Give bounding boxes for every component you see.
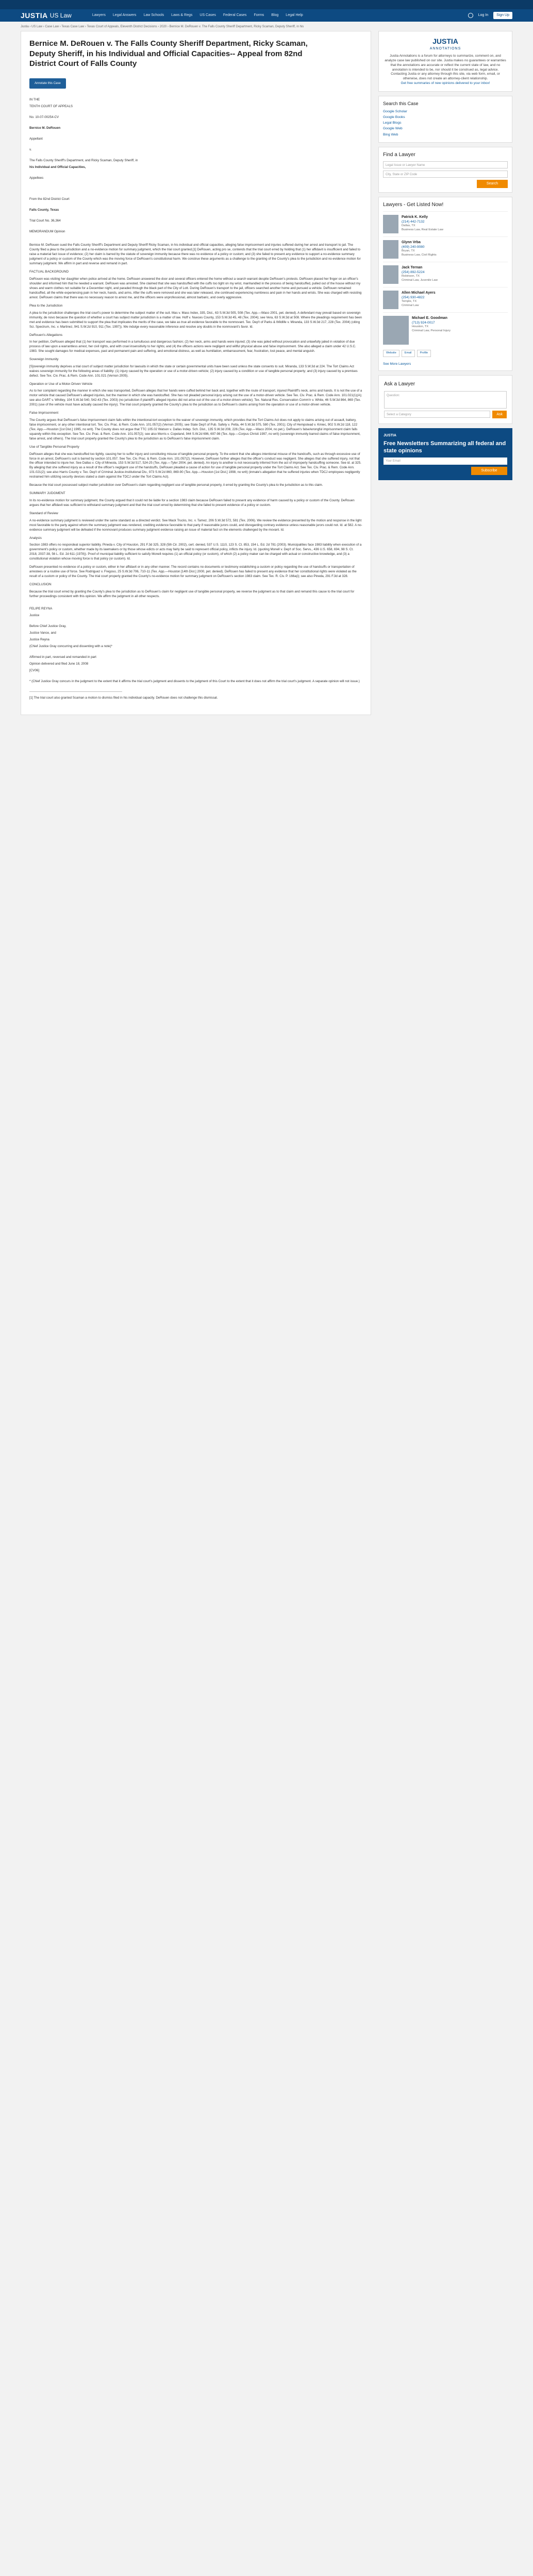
- opinion-line: Trial Court No. 36,364: [29, 218, 61, 223]
- section-heading: FACTUAL BACKGROUND: [29, 270, 69, 274]
- annotate-button[interactable]: Annotate this Case: [29, 78, 66, 89]
- lawyer-phone[interactable]: (409) 240-9080: [402, 245, 425, 249]
- lawyer-practice: Business Law, Civil Rights: [402, 253, 437, 257]
- section-heading: Standard of Review: [29, 512, 58, 516]
- lawyer-card[interactable]: [383, 262, 508, 287]
- panel-line: Justice Reyna: [29, 637, 49, 641]
- opinion-line: MEMORANDUM Opinion: [29, 229, 65, 233]
- opinion-line: Falls County, Texas: [29, 208, 59, 212]
- nav-laws-regs[interactable]: Laws & Regs: [171, 13, 193, 18]
- paragraph: DeRouen was visiting her daughter when police arrived at the home. DeRouen answered the door and several officers entered the home without a search warrant despite DeRouen's protests. DeRouen placed her finger on an officer's shoulder and informed him that he needed a warrant. DeRouen was arrested. She claimed that she was handcuffed with the cuffs too tight on my wrist, manhandled in the process of being handcuffed, pulled out of the house without my shoes and warm clothes not suitable for a December night, and paraded through the black part of the City of Lott. During DeRouen's transport to the jail, officers searched another home and pursued a vehicle. DeRouen remained handcuffed, all the while experiencing pain in her neck, hands, and arms. After the cuffs were removed and she was later released, she continued experiencing numbness and pain in her hands and wrists. She was charged with resisting arrest. DeRouen claims that there was no necessary reason to arrest me, and the officers were unprofessional, almost barbaric, and overly aggressive.: [29, 277, 362, 299]
- legal-issue-input[interactable]: Legal Issue or Lawyer Name: [383, 161, 508, 168]
- paragraph: DeRouen presented no evidence of a policy or custom, either in her affidavit or in any other manner. The record contains no documents or testimony establishing a custom or policy regarding the use of handcuffs or transportation of arrestees or a routine use of force. See Rodriguez v. Fregoso, 25 S.W.3d 706, 710-11 (Tex. App.—Houston [14th Dist.] 2000, pet. denied). DeRouen has failed to present any evidence that her constitutional rights were violated as the result of a custom or policy of the County. The trial court properly granted the County's no-evidence motion for summary judgment on DeRouen's section 1983 claim. See Tex. R. Civ. P. 166a(i); see also Pineda, 291 F.3d at 328.: [29, 565, 357, 579]
- lawyer-practice: Criminal Law, Personal Injury: [412, 329, 451, 333]
- opinion-date: Opinion delivered and filed June 18, 2008: [29, 662, 89, 666]
- footnote-divider: [29, 691, 122, 692]
- paragraph: DeRouen alleges that she was handcuffed too tightly, causing her to suffer injury and constituting misuse of tangible personal property. To the extent that she alleges intentional misuse of the handcuffs, such as through excessive use of force in an arrest, DeRouen's suit is barred by section 101.057. See Tex. Civ. Prac. & Rem. Code Ann. 101.057(2). However, DeRouen further alleges that the officer's conduct was negligent. She alleges that she suffered injury, not that the officer intended to injure her. See Dallas v. City of Mineola, 153 S.W.3d 517, 524-25 (Tex. App.—Tyler 2004, pet. denied). An injury to another is not necessarily inferred from the act of improperly handcuffing someone. See id. at 325. By alleging that she suffered injury as a result of the officer's negligent use of the handcuffs, DeRouen pleaded a cause of action for use of tangible personal property under the Tort Claims Act. See Tex. Civ. Prac. & Rem. Code Ann. 101.021(2); see also Harris County v. Tex. Dep't of Criminal Justice-Institutional Div., 973 S.W.2d 860, 869-90 (Tex. App.—Houston [1st Dist.] 1998, no writ) (inmate's allegation that he suffered injuries when TDCJ employees negligently restrained him utilizing security devices stated a claim against the TDCJ under the Tort Claims Act).: [29, 452, 361, 479]
- annotations-subtitle: ANNOTATIONS: [429, 46, 461, 50]
- lawyer-listings: [378, 197, 512, 371]
- paragraph: * (Chief Justice Gray concurs in the judgment to the extent that it affirms the trial court's judgment and dissents to the judgment of this Court to the extent that it does not affirm the trial court's judgment. A separate opinion will not issue.): [29, 679, 360, 683]
- nav-forms[interactable]: Forms: [254, 13, 264, 18]
- lawyer-name[interactable]: Allen Michael Ayers: [402, 291, 436, 295]
- opinion-line: No. 10-07-00254-CV: [29, 115, 59, 119]
- ask-button[interactable]: Ask: [492, 411, 507, 418]
- main-nav: [92, 13, 303, 18]
- find-lawyer-search-button[interactable]: Search: [477, 180, 508, 188]
- newsletter-email-input[interactable]: Your Email: [384, 457, 507, 465]
- opinion-line: Bernice M. DeRouen: [29, 126, 61, 130]
- see-more-lawyers-link[interactable]: See More Lawyers: [383, 362, 411, 366]
- subscribe-button[interactable]: Subscribe: [471, 467, 507, 474]
- panel-line: Before Chief Justice Gray,: [29, 624, 66, 628]
- opinion-line: IN THE: [29, 97, 40, 101]
- case-code: [CV06]: [29, 668, 39, 672]
- lawyer-email-button[interactable]: Email: [402, 350, 415, 357]
- opinion-line: The Falls County Sheriff's Department, and Ricky Scaman, Deputy Sheriff, in: [29, 158, 138, 162]
- justia-logo[interactable]: JUSTIA: [21, 11, 48, 20]
- disposition: Affirmed in part, reversed and remanded in part: [29, 655, 96, 659]
- paragraph: In her petition, DeRouen alleged that (1) her transport was performed in a tumultuous and dangerous fashion; (2) her neck, arms and hands were injured; (3) she was jailed without provocation and unlawfully jailed in violation of due process of law upon a warrantless arrest, her civil rights, and with cruel insensitivity to her rights; and (4) the officers actions were negligent and willful physical abuse and false imprisonment. She also alleged a claim under 42 U.S.C. 1983. She sought damages for medical expenses, past and permanent pain and suffering, and emotional distress, as well as humiliation, embarrassment, fear, frustration, lost peace, and mental anguish.: [29, 340, 356, 353]
- avatar[interactable]: [383, 215, 398, 233]
- lawyer-phone[interactable]: (254) 892-5224: [402, 270, 425, 274]
- page-title: Bernice M. DeRouen v. The Falls County Sheriff Department, Ricky Scaman, Deputy Sheriff, in his Individual and Official Capacities-- Appeal from 82nd District Court of Falls County: [29, 39, 308, 69]
- paragraph: Section 1983 offers no respondeat superior liability. Pineda v. City of Houston, 291 F.3d 325, 328 (5th Cir. 2002), cert. denied, 537 U.S. 1110, 123 S. Ct. 853, 154 L. Ed. 2d 781 (2003). Municipalities face 1983 liability when execution of a government's policy or custom, whether made by its lawmakers or by those whose edicts or acts may fairly be said to represent official policy, inflicts the injury. Id. (quoting Monell v. Dep't of Soc. Servs., 436 U.S. 658, 694, 98 S. Ct. 2018, 2037-38, 56 L. Ed. 2d 611 (1978)). Proof of municipal liability sufficient to satisfy Monell requires (1) an official policy (or custom), of which (2) a policy maker can be charged with actual or constructive knowledge, and (3) a constitutional violation whose moving force is that policy (or custom). Id.: [29, 543, 362, 561]
- find-lawyer-heading: Find a Lawyer: [383, 151, 415, 158]
- annotations-box: [378, 31, 512, 92]
- nav-us-cases[interactable]: US Cases: [199, 13, 216, 18]
- find-lawyer-box: [378, 147, 512, 193]
- paragraph: Because the trial court possessed subject matter jurisdiction over DeRouen's claim regarding negligent use of tangible personal property, it erred by granting the County's plea to the jurisdiction as to this claim.: [29, 483, 323, 487]
- featured-lawyer-card[interactable]: [383, 312, 508, 360]
- annotations-text: Justia Annotations is a forum for attorneys to summarize, comment on, and analyze case law published on our site. Justia makes no guarantees or warranties that the annotations are accurate or reflect the current state of law, and no annotation is intended to be, nor should it be construed as, legal advice. Contacting Justia or any attorney through this site, via web form, email, or otherwise, does not create an attorney-client relationship.: [385, 54, 506, 81]
- section-heading: SUMMARY JUDGMENT: [29, 492, 65, 496]
- category-select[interactable]: Select a Category: [384, 411, 490, 418]
- panel-line: Justice Vance, and: [29, 631, 56, 635]
- section-heading: Analysis: [29, 536, 42, 540]
- link-legal-blogs[interactable]: Legal Blogs: [383, 121, 402, 125]
- avatar[interactable]: [383, 240, 398, 259]
- lawyer-city: Robinson, TX: [402, 275, 420, 278]
- lawyer-card[interactable]: [383, 287, 508, 312]
- section-heading: Use of Tangible Personal Property: [29, 445, 79, 449]
- logo-subtitle[interactable]: US Law: [49, 11, 72, 19]
- header-actions: [468, 12, 512, 19]
- lawyer-name[interactable]: Jack Ternan: [402, 266, 423, 270]
- link-google-books[interactable]: Google Books: [383, 115, 405, 120]
- paragraph: A no-evidence summary judgment is reviewed under the same standard as a directed verdict. See Mack Trucks, Inc. v. Tamez, 206 S.W.3d 572, 581 (Tex. 2006). We review the evidence presented by the motion and response in the light most favorable to the party against whom the summary judgment was rendered, crediting evidence favorable to that party if reasonable jurors could, and disregarding contrary evidence unless reasonable jurors could not. Id. at 582. A no-evidence summary judgment will be defeated if the nonmovant produces summary judgment evidence raising an issue of material fact on the elements challenged by the movant. Id.: [29, 518, 362, 532]
- lawyer-practice: Business Law, Real Estate Law: [402, 228, 443, 232]
- section-heading: Sovereign Immunity: [29, 358, 59, 362]
- site-header: [0, 9, 533, 22]
- paragraph: A plea to the jurisdiction challenges the trial court's power to determine the subject matter of the suit. Mas v. Mass Index, 335, Dist., 63 S.W.3d 505, 508 (Tex. App.—Waco 2001, pet. denied). A defendant may prevail based on sovereign immunity, de novo because the question of whether a court has subject matter jurisdiction is a matter of law. Hoff v. Nueces County, 153 S.W.3d 45, 48 (Tex. 2004); see Vera, 63 S.W.3d at 508. Where the pleadings requirement has been met and evidence has been submitted to support the plea that implicates the merits of the case, we take as true all evidence favorable to the nonmovant. Tex. Dep't of Parks & Wildlife v. Miranda, 133 S.W.3d 217, 228 (Tex. 2004) (citing Sci. Spectrum, Inc. v. Martinez, 941 S.W.2d 910, 911 (Tex. 1997)). We indulge every reasonable inference and resolve any doubts in the nonmovant's favor. Id.: [29, 311, 362, 329]
- lawyer-city: Temple, TX: [402, 300, 417, 303]
- lawyer-phone[interactable]: (214) 442-7132: [402, 219, 425, 224]
- paragraph: Because the trial court erred by granting the County's plea to the jurisdiction as to DeRouen's claim for negligent use of tangible personal property, we reverse the judgment as to that claim and remand this cause to the trial court for further proceedings consistent with this opinion. We affirm the judgment in all other respects.: [29, 589, 355, 598]
- opinion-line: TENTH COURT OF APPEALS: [29, 104, 73, 108]
- footnote: [1] The trial court also granted Scaman a motion to dismiss filed in his individual capacity. DeRouen does not challenge this dismissal.: [29, 696, 218, 700]
- ask-lawyer-box: [378, 375, 512, 424]
- lawyer-card[interactable]: [383, 236, 508, 262]
- listings-heading[interactable]: Lawyers - Get Listed Now!: [383, 201, 444, 208]
- annotations-link[interactable]: Get free summaries of new opinions delivered to your inbox!: [401, 81, 490, 86]
- lawyer-website-button[interactable]: Website: [383, 350, 399, 357]
- ask-lawyer-heading: Ask a Lawyer: [384, 381, 415, 387]
- section-heading: DeRouen's Allegations: [29, 333, 63, 337]
- lawyer-name[interactable]: Patrick K. Kelly: [402, 215, 428, 219]
- lawyer-phone[interactable]: (713) 924-0017: [412, 320, 435, 325]
- search-icon[interactable]: [468, 13, 473, 18]
- link-google-scholar[interactable]: Google Scholar: [383, 109, 407, 113]
- login-link[interactable]: Log In: [478, 13, 489, 18]
- nav-legal-answers[interactable]: Legal Answers: [112, 13, 137, 18]
- nav-law-schools[interactable]: Law Schools: [143, 13, 164, 18]
- section-heading: False Imprisonment: [29, 411, 59, 415]
- sidebar: [378, 31, 512, 715]
- avatar[interactable]: [383, 265, 398, 284]
- lawyer-phone[interactable]: (254) 930-4822: [402, 295, 425, 299]
- paragraph: As to her complaint regarding the manner in which she was transported, DeRouen alleges that her hands were cuffed behind her back and, together with the route of transport, injured Plaintiff's neck, arms and hands. It is not the use of a motor vehicle that caused DeRouen's alleged injuries, but the manner in which she was handcuffed. She has not pleaded personal injury arising out the use of a motor-driven vehicle. See Tex. Civ. Prac. & Rem. Code Ann. 101.021(1)(A); see also DART v. Whitley, 104 S.W.3d 540, 542-43 (Tex. 2003) (no jurisdiction if plaintiff's alleged injuries did not arise out of the use of a motor-driven vehicle); Tex. Natural Res. Conservation Comm'n v. White, 46 S.W.3d 864, 869 (Tex. 2001) (use of the vehicle must have actually caused the injury). The trial court properly granted the County's plea to the jurisdiction as to DeRouen's claims arising from the operation or use of a motor-driven vehicle.: [29, 389, 362, 407]
- judge-name: FELIPE REYNA: [29, 606, 53, 611]
- nav-federal-cases[interactable]: Federal Cases: [223, 13, 247, 18]
- link-bing-web[interactable]: Bing Web: [383, 132, 398, 137]
- lawyer-card[interactable]: [383, 211, 508, 236]
- nav-legal-help[interactable]: Legal Help: [286, 13, 303, 18]
- paragraph: In its no-evidence motion for summary judgment, the County argued that it could not be liable for a section 1983 claim because DeRouen failed to present any evidence of harm caused by a policy or custom of the County. DeRouen argues that her affidavit was sufficient to withstand summary judgment and that the trial court erred by determining that she failed to present evidence of a policy or custom.: [29, 499, 355, 507]
- section-heading: Operation or Use of a Motor-Driven Vehicle: [29, 382, 93, 386]
- signup-button[interactable]: Sign Up: [493, 12, 512, 19]
- nav-lawyers[interactable]: Lawyers: [92, 13, 106, 18]
- breadcrumb[interactable]: Justia › US Law › Case Law › Texas Case Law › Texas Court of Appeals, Eleventh District Decisions › 2020 › Bernice M. DeRouen v. The Falls County Sheriff Department, Ricky Scaman, Deputy Sheriff, in his: [21, 25, 304, 28]
- opinion-line: Appellant: [29, 137, 43, 141]
- opinion-line: v.: [29, 147, 32, 151]
- section-heading: Plea to the Jurisdiction: [29, 303, 63, 308]
- lawyer-city: Dallas, TX: [402, 224, 415, 228]
- lawyer-profile-button[interactable]: Profile: [417, 350, 431, 357]
- lawyer-practice: Criminal Law, Juvenile Law: [402, 279, 438, 282]
- opinion-line: his Individual and Official Capacities,: [29, 165, 86, 169]
- lawyer-practice: Criminal Law: [402, 304, 419, 308]
- nav-blog[interactable]: Blog: [271, 13, 279, 18]
- avatar[interactable]: [383, 291, 398, 309]
- paragraph: [S]overeign immunity deprives a trial court of subject matter jurisdiction for lawsuits in which the state or certain governmental units have been sued unless the state consents to suit. Miranda, 133 S.W.3d at 224. The Tort Claims Act waives sovereign immunity for the following areas of liability: (1) injury caused by the operation or use of a motor-driven vehicle; (2) injury caused by a condition or use of tangible personal property; and (3) injury caused by a premises defect. See Tex. Civ. Prac. & Rem. Code Ann. 101.021 (Vernon 2005).: [29, 364, 358, 378]
- link-google-web[interactable]: Google Web: [383, 127, 403, 131]
- location-input[interactable]: City, State or ZIP Code: [383, 171, 508, 178]
- question-textarea[interactable]: Question:: [384, 391, 507, 409]
- search-case-box: [378, 96, 512, 143]
- search-case-heading: Search this Case: [383, 100, 419, 106]
- lawyer-city: Bryan, TX: [402, 249, 415, 253]
- avatar[interactable]: [383, 316, 409, 345]
- case-content: [21, 31, 371, 715]
- lawyer-city: Houston, TX: [412, 325, 429, 329]
- paragraph: Bernice M. DeRouen sued the Falls County Sheriff's Department and Deputy Sheriff Ricky Scaman, in his individual and official capacities, alleging false imprisonment and injuries suffered during her arrest and transport to jail. The County filed a plea to the jurisdiction and a no-evidence motion for summary judgment, which the trial court granted.[1] DeRouen, acting pro se, contends that the trial court erred by holding that (1) her affidavit is insufficient and failed to raise a material fact issue of evidence; (2) her claim is barred by the statute of sovereign immunity because there was no evidence of a policy or custom; and (3) she failed to present any evidence to support a no-evidence summary judgment of a policy or custom of the County which was the moving force of DeRouen's constitutional harm. We construe these arguments as a challenge to the granting of the County's plea to the jurisdiction and no-evidence motion for summary judgment. We affirm in part and reverse and remand in part.: [29, 243, 361, 266]
- newsletter-box: [378, 428, 512, 480]
- annotations-logo: JUSTIA: [432, 37, 458, 46]
- top-strip: [0, 0, 533, 9]
- lawyer-name[interactable]: Michael E. Goodman: [412, 316, 447, 320]
- panel-line: (Chief Justice Gray concurring and dissenting with a note)*: [29, 644, 112, 648]
- lawyer-name[interactable]: Glynn Vrba: [402, 241, 421, 245]
- newsletter-logo: JUSTIA: [384, 434, 396, 438]
- judge-title: Justice: [29, 613, 40, 617]
- section-heading: CONCLUSION: [29, 583, 52, 587]
- opinion-line: Appellees: [29, 176, 44, 180]
- opinion-line: From the 82nd District Court: [29, 197, 70, 201]
- newsletter-title: Free Newsletters Summarizing all federal and state opinions: [384, 440, 506, 454]
- paragraph: The County argues that DeRouen's false imprisonment claim falls within the intentional-tort exception to the waiver of sovereign immunity, which provides that the Tort Claims Act does not apply to claims arising out of assault, battery, false imprisonment, or any other intentional tort. Tex. Civ. Prac. & Rem. Code Ann. 101.057(2) (Vernon 2005); see State Dep't of Pub. Safety v. Petta, 44 S.W.3d 575, 580 (Tex. 2001); City of Hempstead v. Kmiec, 902 S.W.2d 118, 122 (Tex. App.—Houston [1st Dist.] 1995, no writ). The County does not argue that TTC 105.02 Watson v. Dallas Indep. Sch. Dist., 135 S.W.3d 208, 226 (Tex. App.—Waco 2004, no pet.). DeRouen's false/wrongful imprisonment claim falls squarely within this exception. See Tex. Civ. Prac. & Rem. Code Ann. 101.057(2); see also Morris v. Copeland, 944 S.W.2d 696, 697-98 (Tex. App.—Corpus Christi 1997, no writ) (sovereign immunity barred claims of false imprisonment, false arrest, and others). The trial court properly granted the County's plea to the jurisdiction as to DeRouen's false imprisonment claim.: [29, 418, 361, 440]
